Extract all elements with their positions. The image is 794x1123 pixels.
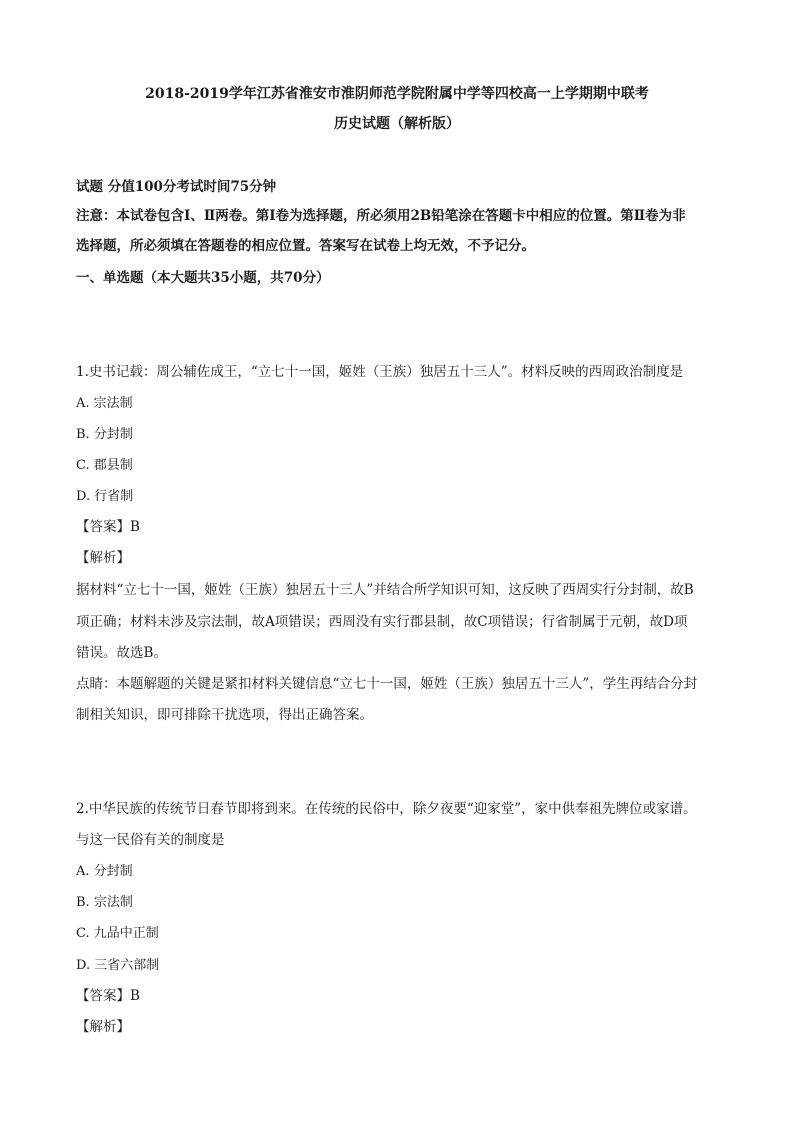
document-subtitle: 历史试题（解析版）: [334, 116, 460, 132]
question-1-analysis-line-3: 错误。故选B。: [76, 645, 167, 661]
question-1-tip-line-2: 制相关知识，即可排除干扰选项，得出正确答案。: [76, 707, 373, 723]
question-2-option-d: D. 三省六部制: [76, 958, 160, 973]
exam-meta: 试题 分值100分考试时间75分钟: [76, 179, 277, 195]
question-1-answer: 【答案】B: [76, 519, 140, 535]
question-2-analysis-label: 【解析】: [76, 1019, 130, 1035]
question-1-option-a: A. 宗法制: [76, 396, 133, 411]
question-1-tip-line-1: 点睛：本题解题的关键是紧扣材料关键信息“立七十一国，姬姓（王族）独居五十三人”，学生再结合分封: [76, 676, 698, 692]
exam-notice-line-2: 选择题，所必须填在答题卷的相应位置。答案写在试卷上均无效，不予记分。: [76, 238, 535, 254]
question-2-option-c: C. 九品中正制: [76, 926, 159, 941]
question-2-option-a: A. 分封制: [76, 864, 133, 879]
document-title: 2018-2019学年江苏省淮安市淮阴师范学院附属中学等四校高一上学期期中联考: [145, 86, 649, 102]
question-2-stem-line-2: 与这一民俗有关的制度是: [76, 832, 225, 848]
question-1-option-d: D. 行省制: [76, 489, 134, 504]
question-1-option-b: B. 分封制: [76, 427, 133, 442]
question-1-analysis-line-2: 项正确；材料未涉及宗法制，故A项错误；西周没有实行郡县制，故C项错误；行省制属于元朝，故D项: [76, 614, 688, 630]
question-2-option-b: B. 宗法制: [76, 895, 133, 910]
question-1-analysis-label: 【解析】: [76, 550, 130, 566]
question-1-option-c: C. 郡县制: [76, 458, 133, 473]
question-2-stem-line-1: 2.中华民族的传统节日春节即将到来。在传统的民俗中，除夕夜要“迎家堂”，家中供奉祖先牌位或家谱。: [76, 801, 697, 817]
section-heading: 一、单选题（本大题共35小题，共70分）: [76, 270, 330, 286]
question-2-answer: 【答案】B: [76, 988, 140, 1004]
question-1-analysis-line-1: 据材料“立七十一国，姬姓（王族）独居五十三人”并结合所学知识可知，这反映了西周实行分封制，故B: [76, 582, 694, 598]
exam-notice-line-1: 注意：本试卷包含Ⅰ、Ⅱ两卷。第Ⅰ卷为选择题，所必须用2B铅笔涂在答题卡中相应的位置。第Ⅱ卷为非: [76, 208, 686, 224]
question-1-stem: 1.史书记载：周公辅佐成王，“立七十一国，姬姓（王族）独居五十三人”。材料反映的西周政治制度是: [76, 364, 684, 380]
